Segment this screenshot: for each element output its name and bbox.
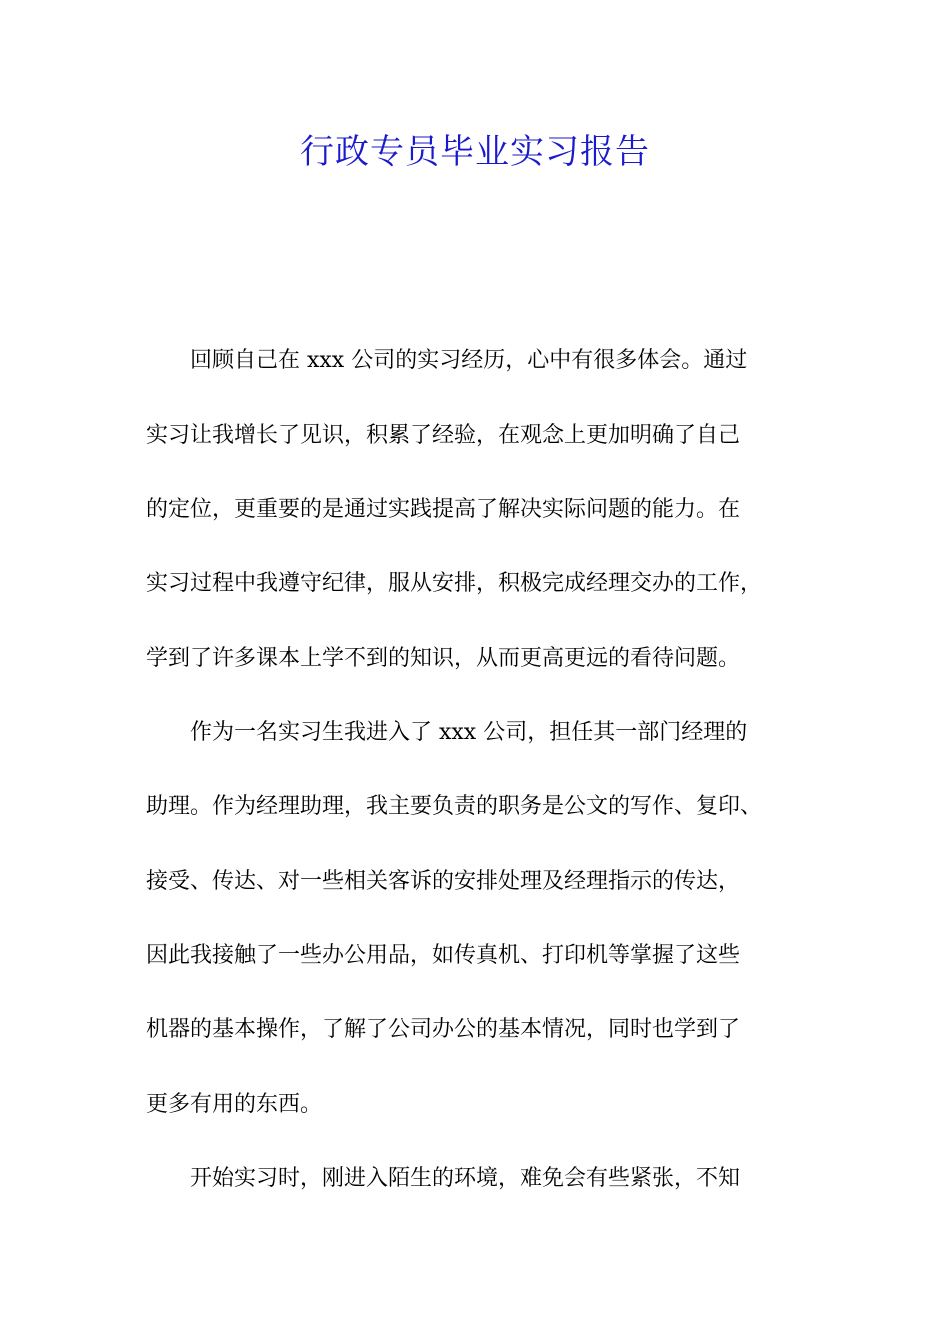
paragraph-line: 接受、传达、对一些相关客诉的安排处理及经理指示的传达， <box>146 869 741 894</box>
paragraph-line: 回顾自己在 xxx 公司的实习经历，心中有很多体会。通过 <box>146 348 748 373</box>
paragraph-line: 作为一名实习生我进入了 xxx 公司，担任其一部门经理的 <box>146 720 748 745</box>
paragraph-line: 开始实习时，刚进入陌生的环境，难免会有些紧张，不知 <box>146 1166 741 1191</box>
paragraph-line: 更多有用的东西。 <box>146 1092 323 1117</box>
document-title: 行政专员毕业实习报告 <box>300 132 650 172</box>
paragraph-line: 实习过程中我遵守纪律，服从安排，积极完成经理交办的工作， <box>146 571 763 596</box>
paragraph-line: 机器的基本操作，了解了公司办公的基本情况，同时也学到了 <box>146 1017 741 1042</box>
paragraph-line: 实习让我增长了见识，积累了经验，在观念上更加明确了自己 <box>146 423 741 448</box>
paragraph-line: 助理。作为经理助理，我主要负责的职务是公文的写作、复印、 <box>146 794 763 819</box>
paragraph-line: 学到了许多课本上学不到的知识，从而更高更远的看待问题。 <box>146 646 741 671</box>
paragraph-line: 因此我接触了一些办公用品，如传真机、打印机等掌握了这些 <box>146 943 741 968</box>
paragraph-line: 的定位，更重要的是通过实践提高了解决实际问题的能力。在 <box>146 497 741 522</box>
